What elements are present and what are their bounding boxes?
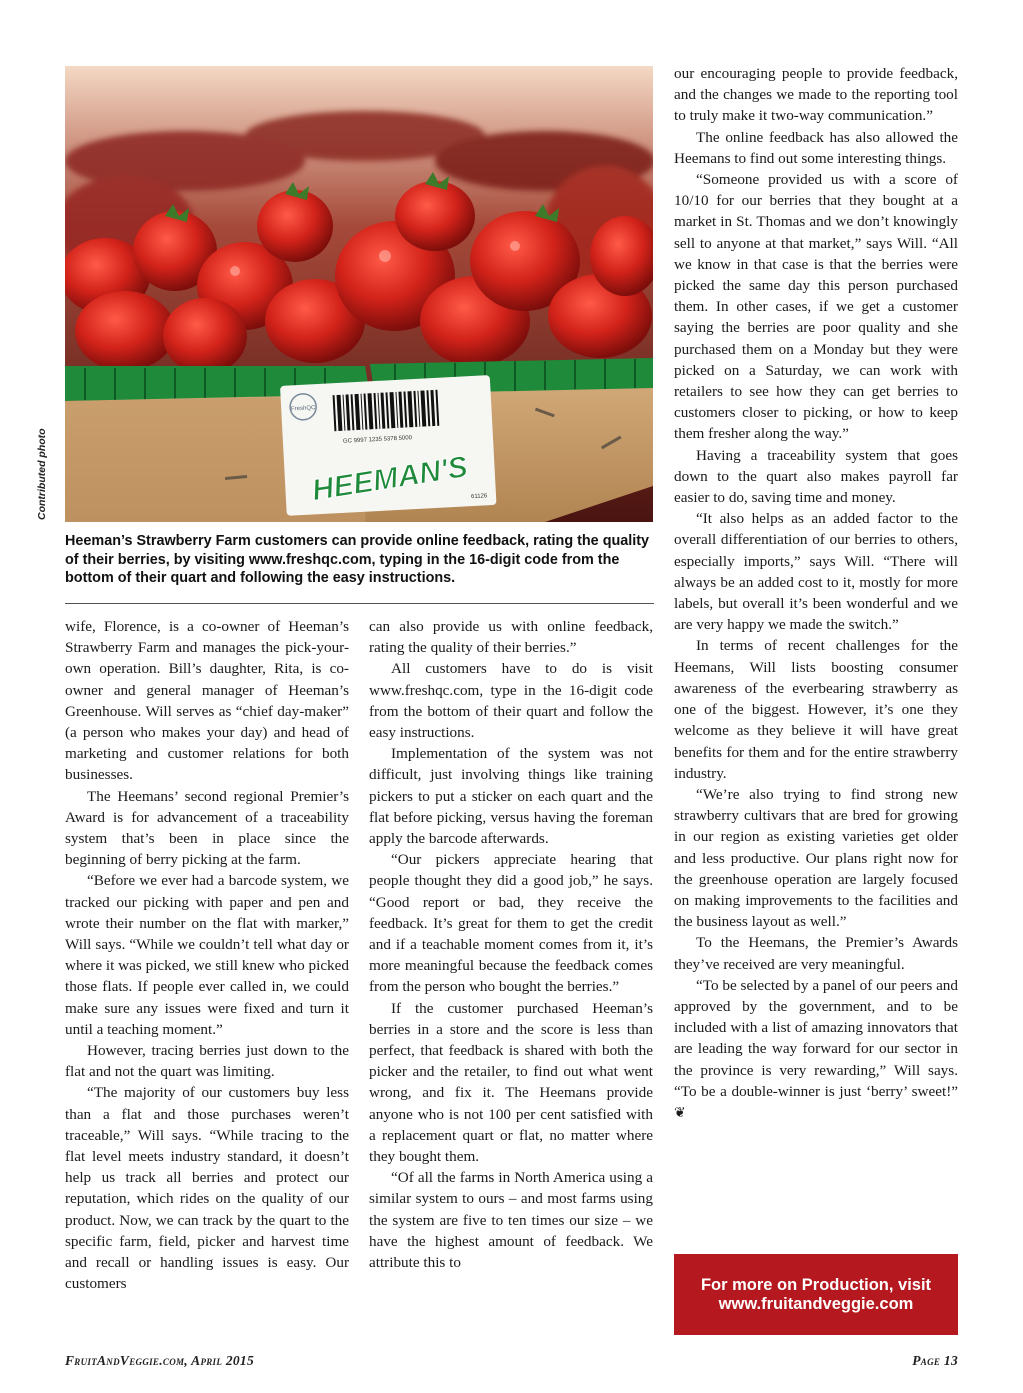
paragraph: However, tracing berries just down to the flat and not the quart was limiting. <box>65 1042 349 1081</box>
paragraph: All customers have to do is visit www.freshqc.com, type in the 16-digit code from the bottom of their quart and follow the easy instructions. <box>369 660 653 742</box>
promo-link[interactable]: www.fruitandveggie.com <box>718 1294 914 1313</box>
paragraph: “Of all the farms in North America using a similar system to ours – and most farms using the system are five to ten times our size – we have the highest amount of feedback. We attribute this to <box>369 1169 653 1272</box>
caption-divider <box>65 603 654 604</box>
paragraph: In terms of recent challenges for the Heemans, Will lists boosting consumer awareness of the everbearing strawberry as one of the biggest. However, it’s one they welcome as they believe it will have great benefits for them and for the entire strawberry industry. <box>674 637 958 782</box>
paragraph: “Our pickers appreciate hearing that people thought they did a good job,” he says. “Good report or bad, they receive the feedback. It’s great for them to get the credit and if a teachable moment comes from it, it’s more meaningful because the feedback comes from the person who bought the berries.” <box>369 851 653 996</box>
paragraph: Implementation of the system was not difficult, just involving things like training pickers to put a sticker on each quart and the flat before picking, versus having the foreman apply the barcode afterwards. <box>369 745 653 848</box>
paragraph: Having a traceability system that goes down to the quart also makes payroll far easier to do, saving time and money. <box>674 446 958 507</box>
strawberry-photo-illustration <box>65 66 653 522</box>
freshqc-sticker-text: FreshQC <box>290 405 316 413</box>
photo-credit <box>34 430 54 520</box>
strawberry-photo <box>65 66 653 522</box>
article-column-2 <box>369 616 653 1273</box>
paragraph: “Before we ever had a barcode system, we tracked our picking with paper and pen and wrote their number on the flat with marker,” Will says. “While we couldn’t tell what day or where it was picked, we still knew who picked those flats. If people ever called in, we could make sure any issues were fixed and turn it until a teaching moment.” <box>65 872 349 1038</box>
paragraph: To the Heemans, the Premier’s Awards they’ve received are very meaningful. <box>674 934 958 973</box>
heemans-logo-text: HEEMAN'S <box>309 450 471 508</box>
paragraph-last <box>674 975 958 1124</box>
promo-box[interactable] <box>674 1254 958 1335</box>
barcode-label <box>280 375 497 516</box>
footer-publication: FruitAndVeggie.com, April 2015 <box>65 1353 255 1368</box>
paragraph: If the customer purchased Heeman’s berries in a store and the score is less than perfect, that feedback is shared with both the picker and the retailer, to find out what went wrong, and fix it. The Heemans provide anyone who is not 100 per cent satisfied with a replacement quart or flat, no matter where they bought them. <box>369 999 653 1166</box>
paragraph: The online feedback has also allowed the Heemans to find out some interesting things. <box>674 128 958 167</box>
end-mark-icon: ❦ <box>674 1105 686 1121</box>
photo-caption: Heeman’s Strawberry Farm customers can provide online feedback, rating the quality of their berries, by visiting www.freshqc.com, typing in the 16-digit code from the bottom of their quart and following the easy instructions. <box>65 533 650 586</box>
paragraph: “Someone provided us with a score of 10/10 for our berries that they bought at a market in St. Thomas and we don’t knowingly sell to anyone at that market,” says Will. “All we know in that case is that the berries were picked the same day this person purchased them. In other cases, if we get a customer saying the berries are poor quality and she purchased them on a Monday but they were picked on a Saturday, we can work with retailers to see how they can get berries to customers closer to picking, or how to keep them fresher along the way.” <box>674 171 958 443</box>
label-small-number: 61126 <box>470 493 488 501</box>
paragraph: “The majority of our customers buy less than a flat and those purchases weren’t traceable,” Will says. “While tracing to the flat level meets industry standard, it doesn’t help us track all berries and protect our reputation, which rides on the quality of our product. Now, we can track by the quart to the specific farm, field, picker and harvest time and recall or handling issues is easy. Our customers <box>65 1084 349 1293</box>
paragraph: “We’re also trying to find strong new strawberry cultivars that are bred for growing in our region as existing varieties get older and less productive. Our plans right now for the greenhouse operation are largely focused on making improvements to the facilities and the business layout as well.” <box>674 785 958 931</box>
paragraph: The Heemans’ second regional Premier’s Award is for advancement of a traceability system that’s been in place since the beginning of berry picking at the farm. <box>65 787 349 869</box>
article-column-1 <box>65 616 349 1295</box>
paragraph: can also provide us with online feedback, rating the quality of their berries.” <box>369 618 653 657</box>
promo-line-1: For more on Production, visit <box>700 1275 932 1294</box>
paragraph: wife, Florence, is a co-owner of Heeman’s Strawberry Farm and manages the pick-your-own operation. Bill’s daughter, Rita, is co-owner and general manager of Heeman’s Greenhouse. Will serves as “chief day-maker” (a person who makes your day) and head of marketing and customer relations for both businesses. <box>65 618 349 784</box>
barcode-number: GC 9997 1235 5378 5000 <box>342 435 413 445</box>
paragraph: “It also helps as an added factor to the overall differentiation of our berries to others, especially imports,” says Will. “There will always be an added cost to it, mostly for more labels, but overall it’s been wonderful and we are very happy we made the switch.” <box>674 510 958 634</box>
article-column-3 <box>674 63 958 1124</box>
footer-page-number: Page 13 <box>912 1353 958 1368</box>
paragraph-text: “To be selected by a panel of our peers and approved by the government, and to be included with a list of amazing innovators that are leading the way forward for our sector in the province is very rewarding,” Will says. “To be a double-winner is just ‘berry’ sweet!” <box>674 976 958 1100</box>
paragraph: our encouraging people to provide feedback, and the changes we made to the reporting tool to truly make it two-way communication.” <box>674 65 958 125</box>
photo-credit-text: Contributed photo <box>36 428 48 520</box>
